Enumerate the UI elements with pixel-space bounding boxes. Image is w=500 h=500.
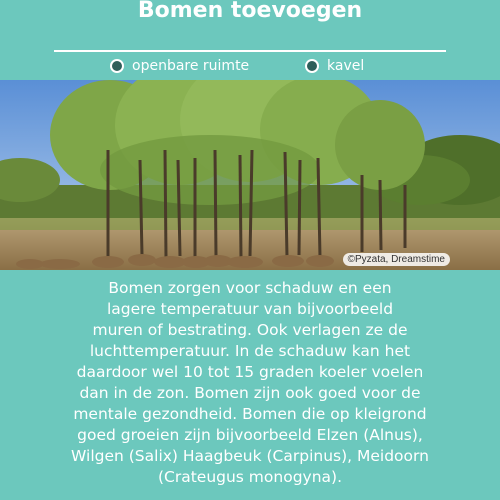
body-line: Wilgen (Salix) Haagbeuk (Carpinus), Meidoorn [71, 447, 429, 465]
body-line: Bomen zorgen voor schaduw en een [108, 279, 392, 297]
body-line: (Crateugus monogyna). [157, 468, 343, 486]
tree-photo [0, 80, 500, 270]
tree-illustration [0, 80, 500, 270]
radio-icon[interactable] [110, 59, 124, 73]
option-openbare-ruimte[interactable] [110, 58, 249, 74]
body-line: goed groeien zijn bijvoorbeeld Elzen (Alnus), [77, 426, 423, 444]
body-line: dan in de zon. Bomen zijn ook goed voor de [79, 384, 421, 402]
body-line: luchttemperatuur. In de schaduw kan het [89, 342, 411, 360]
option-kavel[interactable] [305, 58, 364, 74]
option-label: openbare ruimte [132, 58, 250, 74]
option-label: kavel [327, 58, 365, 74]
photo-credit: ©Pyzata, Dreamstime [343, 253, 450, 266]
divider [54, 50, 446, 52]
body-line: muren of bestrating. Ook verlagen ze de [92, 321, 408, 339]
body-line: lagere temperatuur van bijvoorbeeld [106, 300, 394, 318]
body-line: mentale gezondheid. Bomen die op kleigrond [73, 405, 427, 423]
page-title: Bomen toevoegen [137, 0, 363, 23]
radio-icon[interactable] [305, 59, 319, 73]
body-line: daardoor wel 10 tot 15 graden koeler voelen [76, 363, 424, 381]
body-text [40, 278, 460, 488]
option-group [0, 58, 500, 78]
